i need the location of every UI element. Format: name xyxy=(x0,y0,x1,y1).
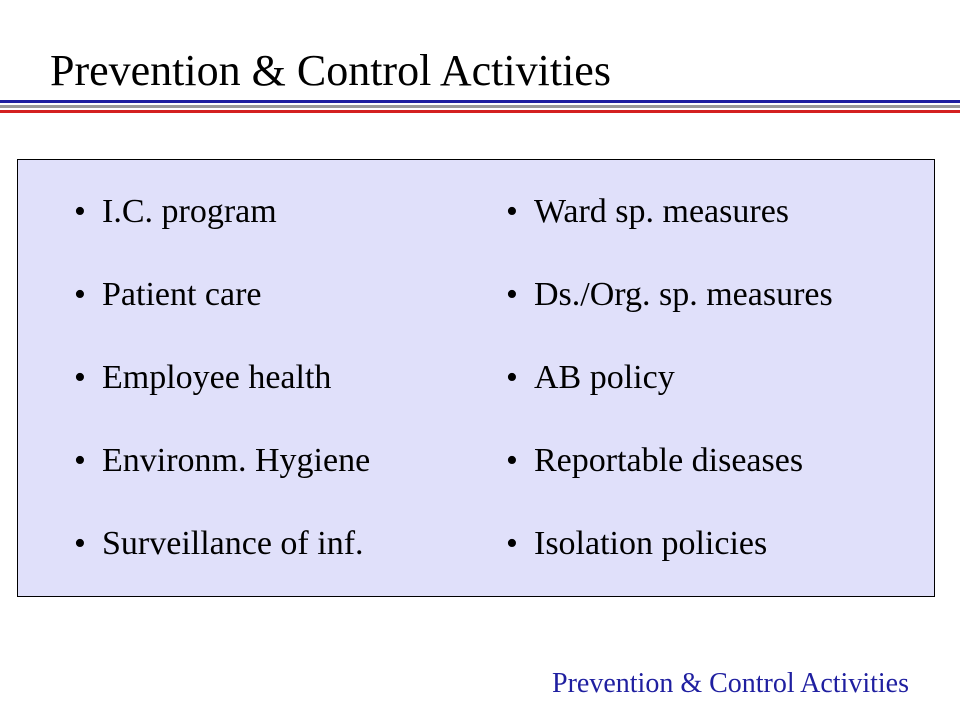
right-bullet-list xyxy=(506,187,833,602)
bullet-text: Surveillance of inf. xyxy=(102,525,364,562)
bullet-item xyxy=(74,353,370,436)
slide-title: Prevention & Control Activities xyxy=(50,46,611,95)
bullet-text: AB policy xyxy=(534,359,675,396)
bullet-item xyxy=(74,187,370,270)
left-bullet-list xyxy=(74,187,370,602)
bullet-item xyxy=(74,270,370,353)
title-rule-grey xyxy=(0,105,960,108)
bullet-item xyxy=(506,187,833,270)
bullet-text: Isolation policies xyxy=(534,525,768,562)
bullet-glyph: • xyxy=(506,276,518,313)
bullet-glyph: • xyxy=(74,193,86,230)
slide-footer: Prevention & Control Activities xyxy=(552,668,909,699)
bullet-item xyxy=(74,436,370,519)
bullet-text: Employee health xyxy=(102,359,332,396)
bullet-text: Ds./Org. sp. measures xyxy=(534,276,833,313)
bullet-item xyxy=(506,436,833,519)
bullet-text: Reportable diseases xyxy=(534,442,804,479)
bullet-item xyxy=(506,519,833,602)
bullet-text: I.C. program xyxy=(102,193,277,230)
bullet-item xyxy=(506,270,833,353)
bullet-glyph: • xyxy=(506,359,518,396)
bullet-glyph: • xyxy=(506,525,518,562)
bullet-text: Environm. Hygiene xyxy=(102,442,371,479)
bullet-glyph: • xyxy=(74,276,86,313)
title-rule-blue xyxy=(0,100,960,103)
bullet-text: Ward sp. measures xyxy=(534,193,790,230)
bullet-glyph: • xyxy=(74,359,86,396)
bullet-item xyxy=(506,353,833,436)
bullet-glyph: • xyxy=(506,193,518,230)
bullet-text: Patient care xyxy=(102,276,262,313)
bullet-glyph: • xyxy=(74,442,86,479)
title-rule-red xyxy=(0,110,960,113)
bullet-glyph: • xyxy=(74,525,86,562)
bullet-item xyxy=(74,519,370,602)
bullet-glyph: • xyxy=(506,442,518,479)
